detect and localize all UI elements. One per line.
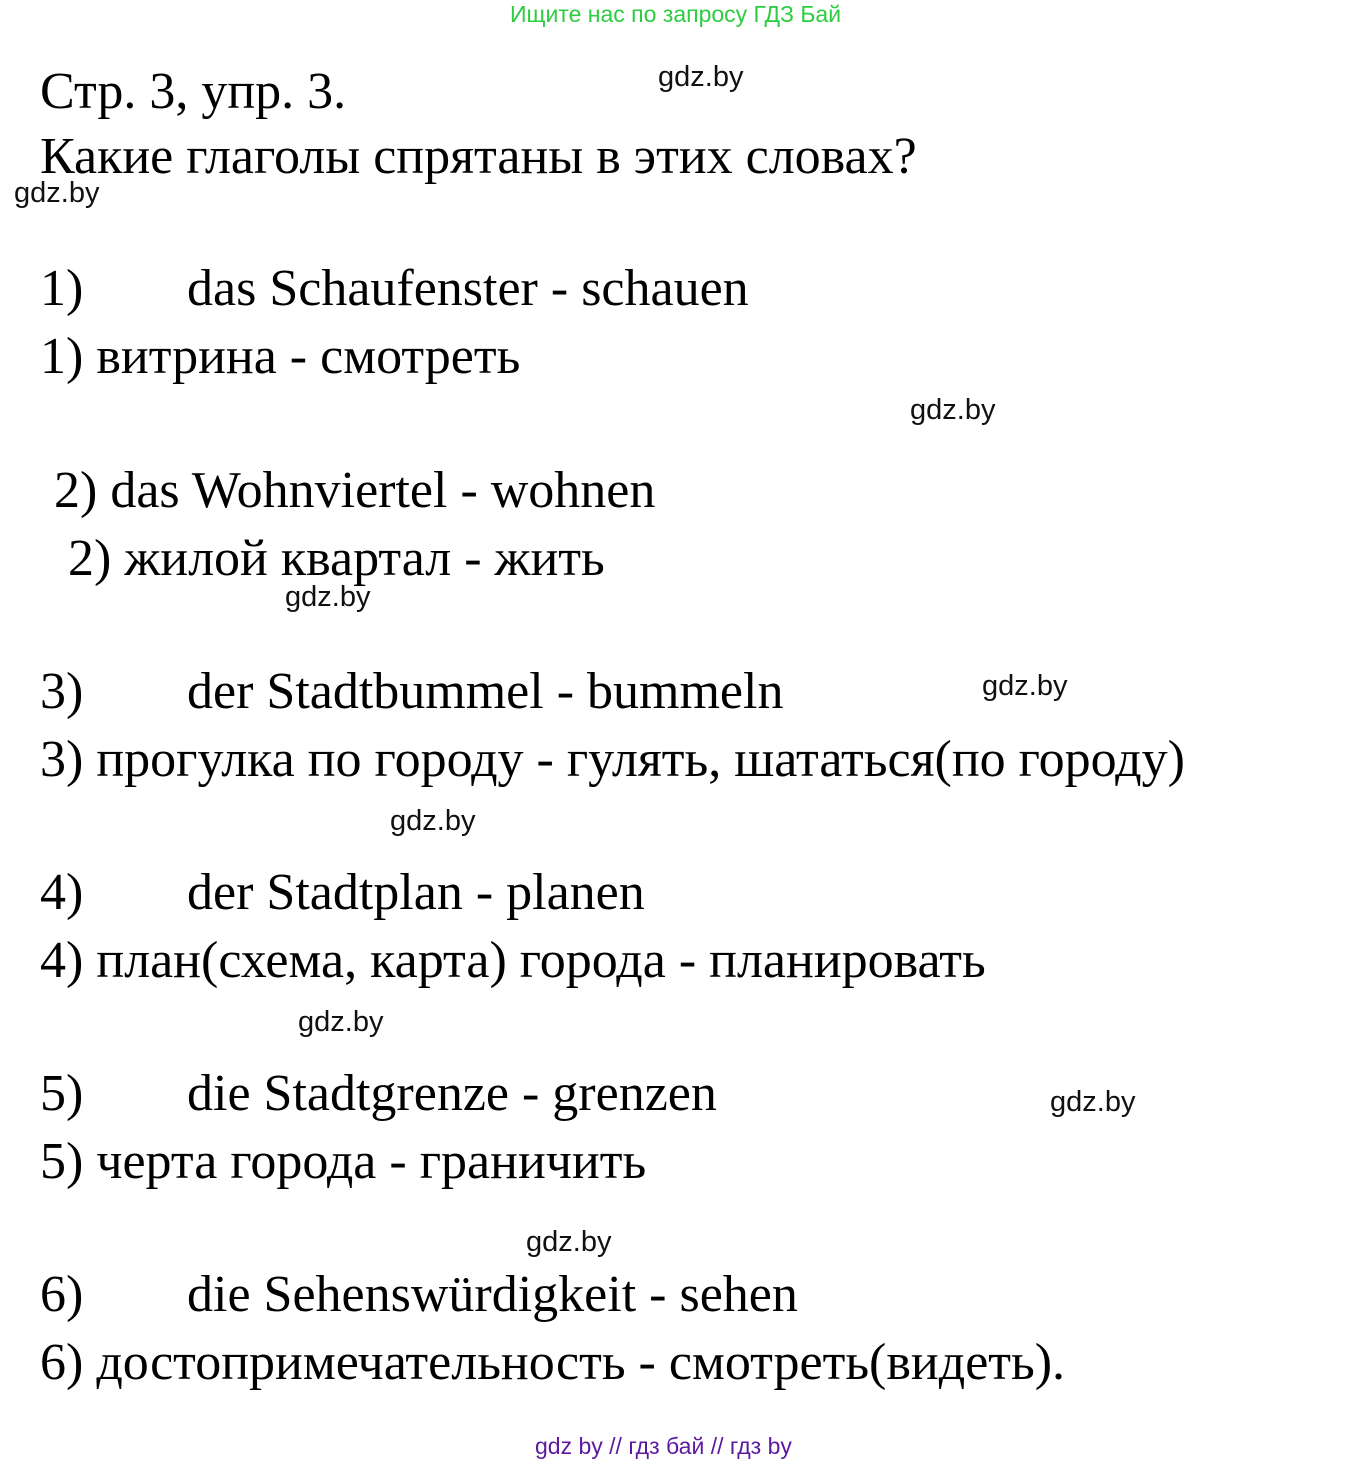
item-4-russian [40,932,986,989]
item-6-number: 6) [40,1266,84,1323]
item-1-german-text: das Schaufenster - schauen [187,260,749,317]
bottom-banner-part: гдз by [729,1433,792,1459]
item-3-number: 3) [40,663,84,720]
item-6-russian [40,1334,1066,1391]
item-4-russian-number: 4) [40,932,84,989]
item-6-russian-text: достопримечательность - смотреть(видеть). [96,1334,1066,1391]
item-1-russian-text: витрина - смотреть [96,328,521,385]
item-5-russian [40,1133,647,1190]
item-3-german-text: der Stadtbummel - bummeln [187,663,784,720]
item-4-german-text: der Stadtplan - planen [187,864,645,921]
bottom-banner-part: гдз бай [628,1433,705,1459]
item-5-russian-text: черта города - граничить [96,1133,647,1190]
bottom-banner [535,1435,792,1458]
watermark: gdz.by [658,61,744,93]
item-3-russian-text: прогулка по городу - гулять, шататься(по городу) [96,731,1185,788]
item-2-russian [68,530,605,587]
item-5-german [40,1065,717,1122]
item-2-german-text: das Wohnviertel - wohnen [110,462,656,519]
item-5-russian-number: 5) [40,1133,84,1190]
bottom-banner-separator: // [602,1433,629,1459]
item-2-german [54,462,656,519]
item-6-german [40,1266,798,1323]
bottom-banner-separator: // [704,1433,730,1459]
item-3-russian-number: 3) [40,731,84,788]
watermark: gdz.by [14,177,100,209]
item-1-german [40,260,749,317]
item-1-russian-number: 1) [40,328,84,385]
item-2-number: 2) [54,462,98,519]
top-banner: Ищите нас по запросу ГДЗ Бай [510,1,842,27]
item-4-german [40,864,645,921]
watermark: gdz.by [910,394,996,426]
watermark: gdz.by [298,1006,384,1038]
item-2-russian-text: жилой квартал - жить [124,530,605,587]
watermark: gdz.by [390,805,476,837]
item-1-russian [40,328,521,385]
item-4-number: 4) [40,864,84,921]
item-1-number: 1) [40,260,84,317]
bottom-banner-part: gdz by [535,1433,603,1459]
item-5-number: 5) [40,1065,84,1122]
item-5-german-text: die Stadtgrenze - grenzen [187,1065,717,1122]
watermark: gdz.by [285,581,371,613]
watermark: gdz.by [526,1226,612,1258]
watermark: gdz.by [982,670,1068,702]
item-6-german-text: die Sehenswürdigkeit - sehen [187,1266,798,1323]
exercise-question: Какие глаголы спрятаны в этих словах? [40,128,917,185]
item-3-german [40,663,784,720]
item-2-russian-number: 2) [68,530,112,587]
page-title: Стр. 3, упр. 3. [40,63,347,120]
watermark: gdz.by [1050,1086,1136,1118]
item-3-russian [40,731,1185,788]
item-4-russian-text: план(схема, карта) города - планировать [96,932,986,989]
item-6-russian-number: 6) [40,1334,84,1391]
